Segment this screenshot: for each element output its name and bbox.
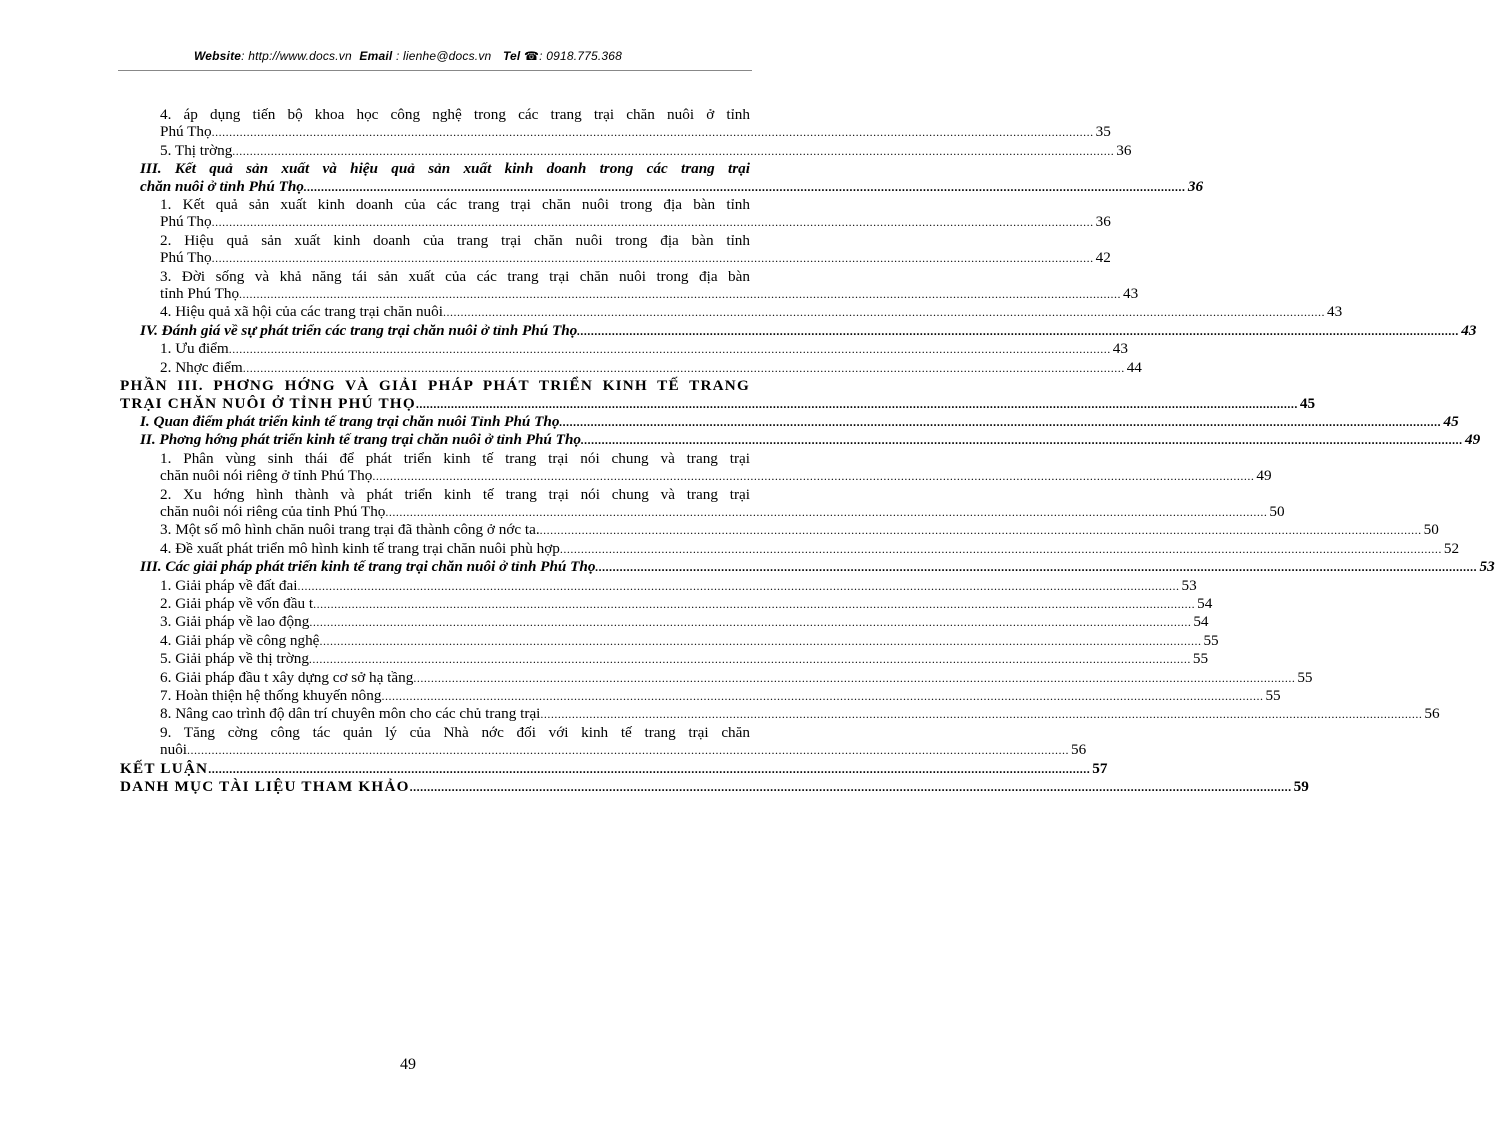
toc-entry-page: 52 [1443,539,1460,557]
toc-entry-title: 6. Giải pháp đầu t xây dựng cơ sở hạ tầng [160,668,414,686]
toc-entry-title-line1: 2. Xu hớng hình thành và phát triển kinh tế trang trại nói chung và trang trại [160,485,750,503]
toc-entry-page: 43 [1461,321,1477,339]
toc-entry-page: 56 [1071,741,1087,759]
tel-value: : 0918.775.368 [539,49,623,63]
email-value: : lienhe@docs.vn [395,49,492,63]
toc-entry-title-line1: 4. áp dụng tiến bộ khoa học công nghệ trong các trang trại chăn nuôi ở tỉnh [160,106,750,123]
toc-entry[interactable] [120,231,1111,268]
toc-entry[interactable] [120,631,1219,650]
toc-entry-title-line1: PHẦN III. PHƠNG HỚNG VÀ GIẢI PHÁP PHÁT TRIỂN KINH TẾ TRANG [120,377,750,395]
dot-leader [229,341,1111,358]
toc-entry[interactable] [120,723,1087,760]
toc-entry-page: 44 [1126,358,1142,376]
toc-entry-title: 1. Giải pháp về đất đai [160,576,298,594]
dot-leader [413,670,1295,687]
toc-entry[interactable] [120,485,1285,522]
toc-entry-title-line1: III. Kết quả sản xuất và hiệu quả sản xuất kinh doanh trong các trang trại [140,160,750,178]
dot-leader [243,360,1125,377]
toc-entry-page: 55 [1265,687,1281,704]
dot-leader [309,614,1191,631]
dot-leader [239,286,1121,303]
toc-entry[interactable] [120,668,1313,687]
toc-entry-page: 56 [1424,705,1440,723]
toc-entry-page: 36 [1095,213,1111,231]
toc-entry-title: 3. Giải pháp về lao động [160,613,310,631]
toc-entry[interactable] [120,539,1460,558]
toc-entry-title: nuôi [160,741,188,759]
toc-entry-title: 5. Giải pháp về thị trờng [160,650,309,668]
toc-entry[interactable] [120,521,1439,539]
toc-entry[interactable] [120,196,1111,232]
toc-entry-page: 54 [1193,613,1209,631]
table-of-contents [120,106,1495,796]
toc-entry-title: IV. Đánh giá về sự phát triển các trang trại chăn nuôi ở tỉnh Phú Thọ [140,321,578,339]
toc-entry-title: 7. Hoàn thiện hệ thống khuyến nông [160,687,382,704]
dot-leader [560,541,1442,558]
dot-leader [232,143,1114,160]
dot-leader [319,633,1201,650]
toc-entry-title: TRẠI CHĂN NUÔI Ở TỈNH PHÚ THỌ [120,394,416,412]
dot-leader [381,688,1263,705]
dot-leader [540,706,1422,723]
dot-leader [410,779,1292,796]
dot-leader [298,578,1180,595]
dot-leader [559,414,1441,431]
toc-entry[interactable] [120,431,1481,449]
toc-entry-page: 57 [1092,759,1108,777]
email-label: Email [359,49,393,63]
toc-entry-page: 49 [1256,467,1272,485]
dot-leader [304,179,1186,196]
toc-entry[interactable] [120,687,1281,705]
toc-entry[interactable] [120,340,1128,358]
toc-entry-page: 45 [1443,412,1459,430]
toc-entry-page: 43 [1326,303,1343,321]
dot-leader [540,522,1422,539]
toc-entry-title: 2. Nhợc điểm [160,358,243,376]
toc-entry[interactable] [120,778,1309,796]
toc-entry-title: II. Phơng hớng phát triển kinh tế trang trại chăn nuôi ở tỉnh Phú Thọ [140,431,581,449]
dot-leader [385,504,1267,521]
toc-entry-title: chăn nuôi ở tỉnh Phú Thọ [140,177,304,195]
header-divider [118,70,752,71]
toc-entry-page: 50 [1269,502,1285,520]
toc-entry-title: 3. Một số mô hình chăn nuôi trang trại đã thành công ở nớc ta. [160,521,540,539]
dot-leader [212,250,1094,267]
toc-entry-page: 53 [1181,576,1197,594]
toc-entry[interactable] [120,558,1495,576]
toc-entry[interactable] [120,303,1343,321]
toc-entry[interactable] [120,576,1197,595]
dot-leader [372,468,1254,485]
page-number: 49 [400,1056,416,1073]
tel-label: Tel [502,49,521,63]
toc-entry[interactable] [120,412,1459,431]
dot-leader [595,559,1477,576]
toc-entry-page: 55 [1297,668,1313,686]
dot-leader [187,742,1069,759]
toc-entry-page: 36 [1116,141,1132,159]
website-label: Website [193,49,242,63]
toc-entry[interactable] [120,141,1132,160]
toc-entry-title: 8. Nâng cao trình độ dân trí chuyên môn cho các chủ trang trại [160,705,541,723]
toc-entry-title: III. Các giải pháp phát triển kinh tế trang trại chăn nuôi ở tỉnh Phú Thọ [140,558,596,576]
toc-entry[interactable] [120,650,1209,668]
toc-entry-title-line1: 2. Hiệu quả sản xuất kinh doanh của trang trại chăn nuôi trong địa bàn tỉnh [160,231,750,249]
toc-entry[interactable] [120,449,1272,486]
toc-entry-title: 2. Giải pháp về vốn đầu t [160,594,314,612]
toc-entry-title: I. Quan điểm phát triển kinh tế trang trại chăn nuôi Tỉnh Phú Thọ [140,412,560,430]
toc-entry[interactable] [120,594,1213,613]
dot-leader [309,651,1191,668]
toc-entry-title: chăn nuôi nói riêng ở tỉnh Phú Thọ [160,467,373,485]
toc-entry-title: Phú Thọ [160,249,212,267]
dot-leader [313,596,1195,613]
dot-leader [212,214,1094,231]
toc-entry[interactable] [120,377,1316,413]
toc-entry-title: tỉnh Phú Thọ [160,285,240,303]
toc-entry-title: 4. Hiệu quả xã hội của các trang trại chăn nuôi [160,303,443,321]
toc-entry-page: 53 [1479,558,1495,576]
toc-entry-title: chăn nuôi nói riêng của tỉnh Phú Thọ [160,502,386,520]
toc-entry-page: 36 [1187,177,1204,195]
toc-entry-title-line1: 9. Tăng cờng công tác quản lý của Nhà nớc đối với kinh tế trang trại chăn [160,723,750,741]
toc-entry-title-line1: 1. Phân vùng sinh thái để phát triển kinh tế trang trại nói chung và trang trại [160,449,750,467]
toc-entry-page: 35 [1095,123,1111,141]
toc-entry[interactable] [120,160,1204,196]
toc-entry-title: 4. Đề xuất phát triển mô hình kinh tế trang trại chăn nuôi phù hợp [160,539,560,557]
toc-entry-title: Phú Thọ [160,213,212,231]
toc-entry-title: 5. Thị trờng [160,141,233,159]
toc-entry-page: 54 [1197,594,1213,612]
phone-icon: ☎ [524,49,540,63]
toc-entry-title-line1: 1. Kết quả sản xuất kinh doanh của các trang trại chăn nuôi trong địa bàn tỉnh [160,196,750,214]
dot-leader [208,761,1090,778]
toc-entry-title: KẾT LUẬN [120,759,209,777]
dot-leader [581,432,1463,449]
toc-entry[interactable] [120,358,1142,377]
toc-entry-page: 50 [1423,521,1439,539]
toc-entry[interactable] [120,705,1440,723]
toc-entry[interactable] [120,613,1209,631]
toc-entry-title: 4. Giải pháp về công nghệ [160,631,320,649]
toc-entry[interactable] [120,106,1111,142]
dot-leader [212,124,1094,141]
toc-entry-page: 55 [1203,631,1219,649]
toc-entry-title-line1: 3. Đời sống và khả năng tái sản xuất của các trang trại chăn nuôi trong địa bàn [160,267,750,285]
toc-entry[interactable] [120,321,1477,340]
page-header [0,49,816,63]
toc-entry[interactable] [120,759,1108,778]
toc-entry-page: 45 [1299,394,1316,412]
toc-entry-page: 55 [1192,650,1209,668]
toc-entry-title: Phú Thọ [160,123,212,141]
toc-entry-page: 42 [1095,249,1111,267]
toc-entry-page: 43 [1123,285,1139,303]
toc-entry-page: 49 [1465,431,1481,449]
dot-leader [577,323,1459,340]
toc-entry-page: 59 [1293,778,1309,796]
dot-leader [416,396,1298,413]
dot-leader [443,304,1325,321]
toc-entry[interactable] [120,267,1139,304]
website-value: : http://www.docs.vn [241,49,352,63]
toc-entry-page: 43 [1112,340,1128,358]
toc-entry-title: DANH MỤC TÀI LIỆU THAM KHẢO [120,778,410,796]
toc-entry-title: 1. Ưu điểm [160,340,229,358]
